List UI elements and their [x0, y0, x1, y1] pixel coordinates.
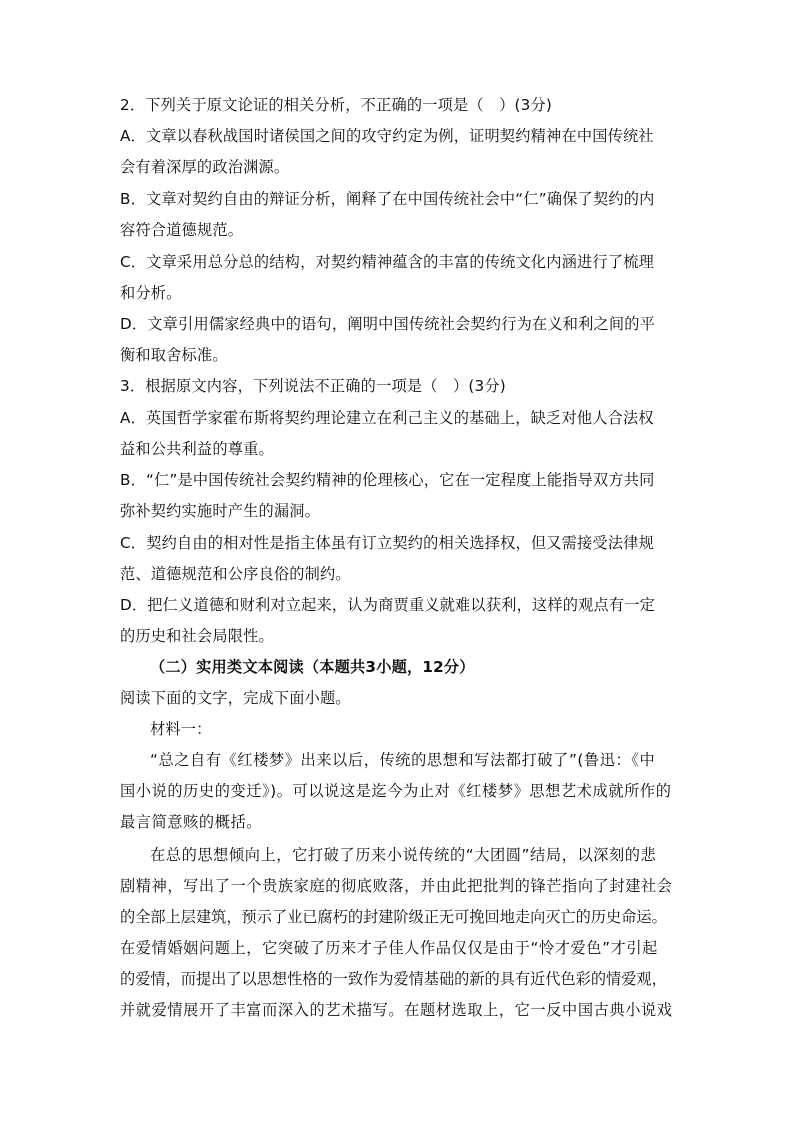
q2-option-c-line1: C．文章采用总分总的结构，对契约精神蕴含的丰富的传统文化内涵进行了梳理 [120, 253, 654, 271]
q3-option-d-line2: 的历史和社会局限性。 [120, 627, 274, 645]
q2-option-d-line2: 衡和取舍标准。 [120, 346, 228, 364]
q3-option-b-line2: 弥补契约实施时产生的漏洞。 [120, 502, 321, 520]
material-label: 材料一： [150, 720, 212, 738]
q2-option-b-line2: 容符合道德规范。 [120, 221, 244, 239]
passage-line: 并就爱情展开了丰富而深入的艺术描写。在题材选取上，它一反中国古典小说戏 [120, 1001, 673, 1019]
passage-line: 在总的思想倾向上，它打破了历来小说传统的“大团圆”结局，以深刻的悲 [150, 846, 657, 864]
passage-line: 的全部上层建筑，预示了业已腐朽的封建阶级正无可挽回地走向灭亡的历史命运。 [120, 908, 667, 926]
section-heading: （二）实用类文本阅读（本题共3小题，12分） [150, 658, 475, 676]
passage-line: 的爱情，而提出了以思想性格的一致作为爱情基础的新的具有近代色彩的情爱观， [120, 970, 667, 988]
section-instruction: 阅读下面的文字，完成下面小题。 [120, 689, 351, 707]
q3-option-c-line2: 范、道德规范和公序良俗的制约。 [120, 565, 351, 583]
passage-line: 剧精神，写出了一个贵族家庭的彻底败落，并由此把批判的锋芒指向了封建社会 [120, 877, 673, 895]
q2-option-c-line2: 和分析。 [120, 284, 182, 302]
q2-option-d-line1: D．文章引用儒家经典中的语句，阐明中国传统社会契约行为在义和利之间的平 [120, 315, 656, 333]
passage-line: 国小说的历史的变迁》)。可以说这是迄今为止对《红楼梦》思想艺术成就所作的 [120, 782, 672, 800]
q3-option-b-line1: B．“仁”是中国传统社会契约精神的伦理核心，它在一定程度上能指导双方共同 [120, 471, 655, 489]
q3-option-a-line1: A．英国哲学家霍布斯将契约理论建立在利己主义的基础上，缺乏对他人合法权 [120, 409, 654, 427]
q3-option-c-line1: C．契约自由的相对性是指主体虽有订立契约的相关选择权，但又需接受法律规 [120, 534, 654, 552]
passage-line: 最言简意赅的概括。 [120, 813, 263, 831]
q3-option-d-line1: D．把仁义道德和财利对立起来，认为商贾重义就难以获利，这样的观点有一定 [120, 596, 656, 614]
passage-line: “总之自有《红楼梦》出来以后，传统的思想和写法都打破了”(鲁迅：《中 [150, 751, 656, 769]
q2-option-a-line2: 会有着深厚的政治渊源。 [120, 158, 290, 176]
passage-line: 在爱情婚姻问题上，它突破了历来才子佳人作品仅仅是由于“怜才爱色”才引起 [120, 939, 658, 957]
question-2-stem: 2．下列关于原文论证的相关分析，不正确的一项是（ ）(3分) [120, 96, 553, 114]
q2-option-b-line1: B．文章对契约自由的辩证分析，阐释了在中国传统社会中“仁”确保了契约的内 [120, 190, 655, 208]
question-3-stem: 3．根据原文内容，下列说法不正确的一项是（ ）(3分) [120, 377, 506, 395]
q3-option-a-line2: 益和公共利益的尊重。 [120, 440, 274, 458]
q2-option-a-line1: A．文章以春秋战国时诸侯国之间的攻守约定为例，证明契约精神在中国传统社 [120, 127, 654, 145]
